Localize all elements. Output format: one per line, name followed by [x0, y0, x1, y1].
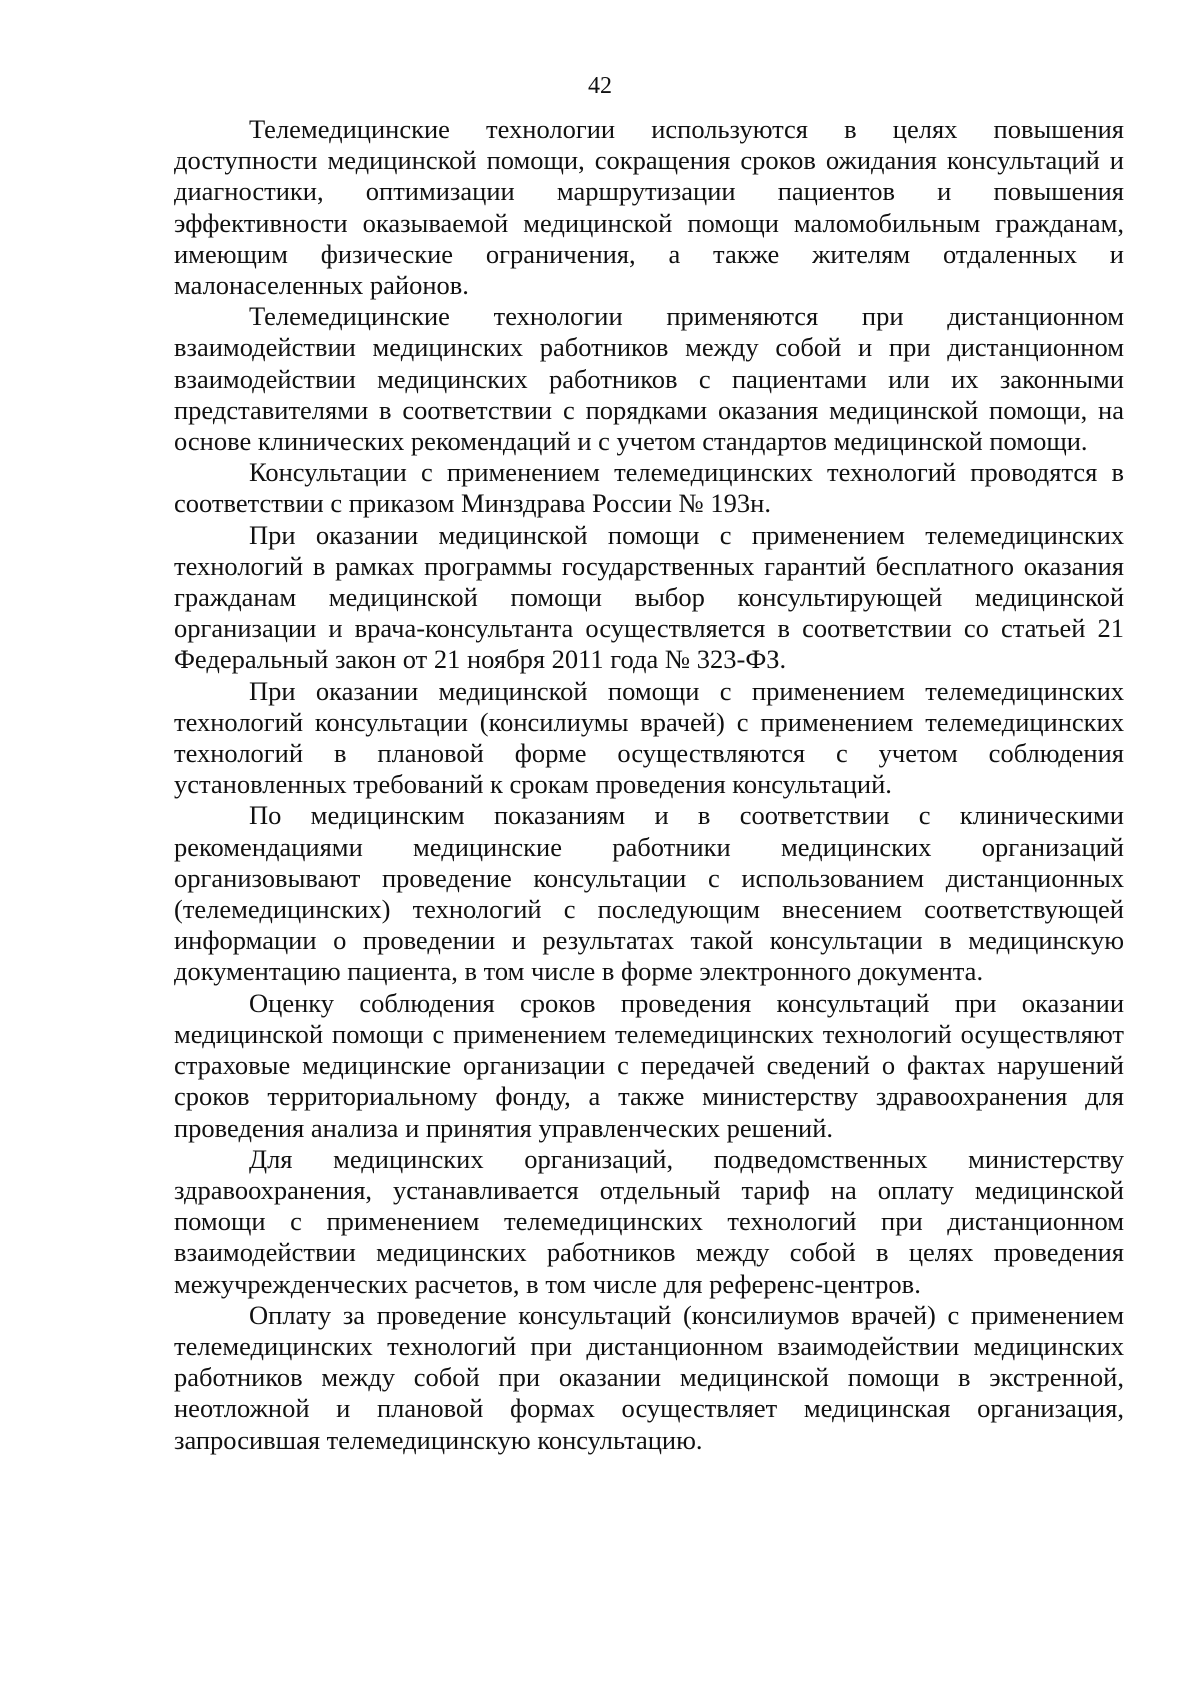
paragraph-planned-consultations: При оказании медицинской помощи с применением телемедицинских технологий консультации (консилиумы врачей) с применением телемедицинских технологий в плановой форме осуществляются с учетом соблюдения установленных требований к срокам проведения консультаций.: [174, 675, 1124, 800]
paragraph-consultant-choice: При оказании медицинской помощи с применением телемедицинских технологий в рамках программы государственных гарантий бесплатного оказания гражданам медицинской помощи выбор консультирующей медицинской организации и врача-консультанта осуществляется в соответствии со статьей 21 Федеральный закон от 21 ноября 2011 года № 323-ФЗ.: [174, 519, 1124, 675]
document-body: [174, 114, 1124, 1456]
paragraph-consultation-order: Консультации с применением телемедицинских технологий проводятся в соответствии с приказом Минздрава России № 193н.: [174, 457, 1124, 519]
paragraph-consultation-payment: Оплату за проведение консультаций (консилиумов врачей) с применением телемедицинских технологий при дистанционном взаимодействии медицинских работников между собой при оказании медицинской помощи в экстренной, неотложной и плановой формах осуществляет медицинская организация, запросившая телемедицинскую консультацию.: [174, 1299, 1124, 1455]
page-number: 42: [588, 73, 612, 99]
paragraph-separate-tariff: Для медицинских организаций, подведомственных министерству здравоохранения, устанавливается отдельный тариф на оплату медицинской помощи с применением телемедицинских технологий при дистанционном взаимодействии медицинских работников между собой в целях проведения межучрежденческих расчетов, в том числе для референс-центров.: [174, 1143, 1124, 1299]
paragraph-deadline-assessment: Оценку соблюдения сроков проведения консультаций при оказании медицинской помощи с применением телемедицинских технологий осуществляют страховые медицинские организации с передачей сведений о фактах нарушений сроков территориальному фонду, а также министерству здравоохранения для проведения анализа и принятия управленческих решений.: [174, 987, 1124, 1143]
paragraph-telemedicine-purpose: Телемедицинские технологии используются в целях повышения доступности медицинской помощи, сокращения сроков ожидания консультаций и диагностики, оптимизации маршрутизации пациентов и повышения эффективности оказываемой медицинской помощи маломобильным гражданам, имеющим физические ограничения, а также жителям отдаленных и малонаселенных районов.: [174, 114, 1124, 301]
paragraph-telemedicine-application: Телемедицинские технологии применяются при дистанционном взаимодействии медицинских работников между собой и при дистанционном взаимодействии медицинских работников с пациентами или их законными представителями в соответствии с порядками оказания медицинской помощи, на основе клинических рекомендаций и с учетом стандартов медицинской помощи.: [174, 301, 1124, 457]
paragraph-medical-indications: По медицинским показаниям и в соответствии с клиническими рекомендациями медицинские работники медицинских организаций организовывают проведение консультации с использованием дистанционных (телемедицинских) технологий с последующим внесением соответствующей информации о проведении и результатах такой консультации в медицинскую документацию пациента, в том числе в форме электронного документа.: [174, 800, 1124, 987]
